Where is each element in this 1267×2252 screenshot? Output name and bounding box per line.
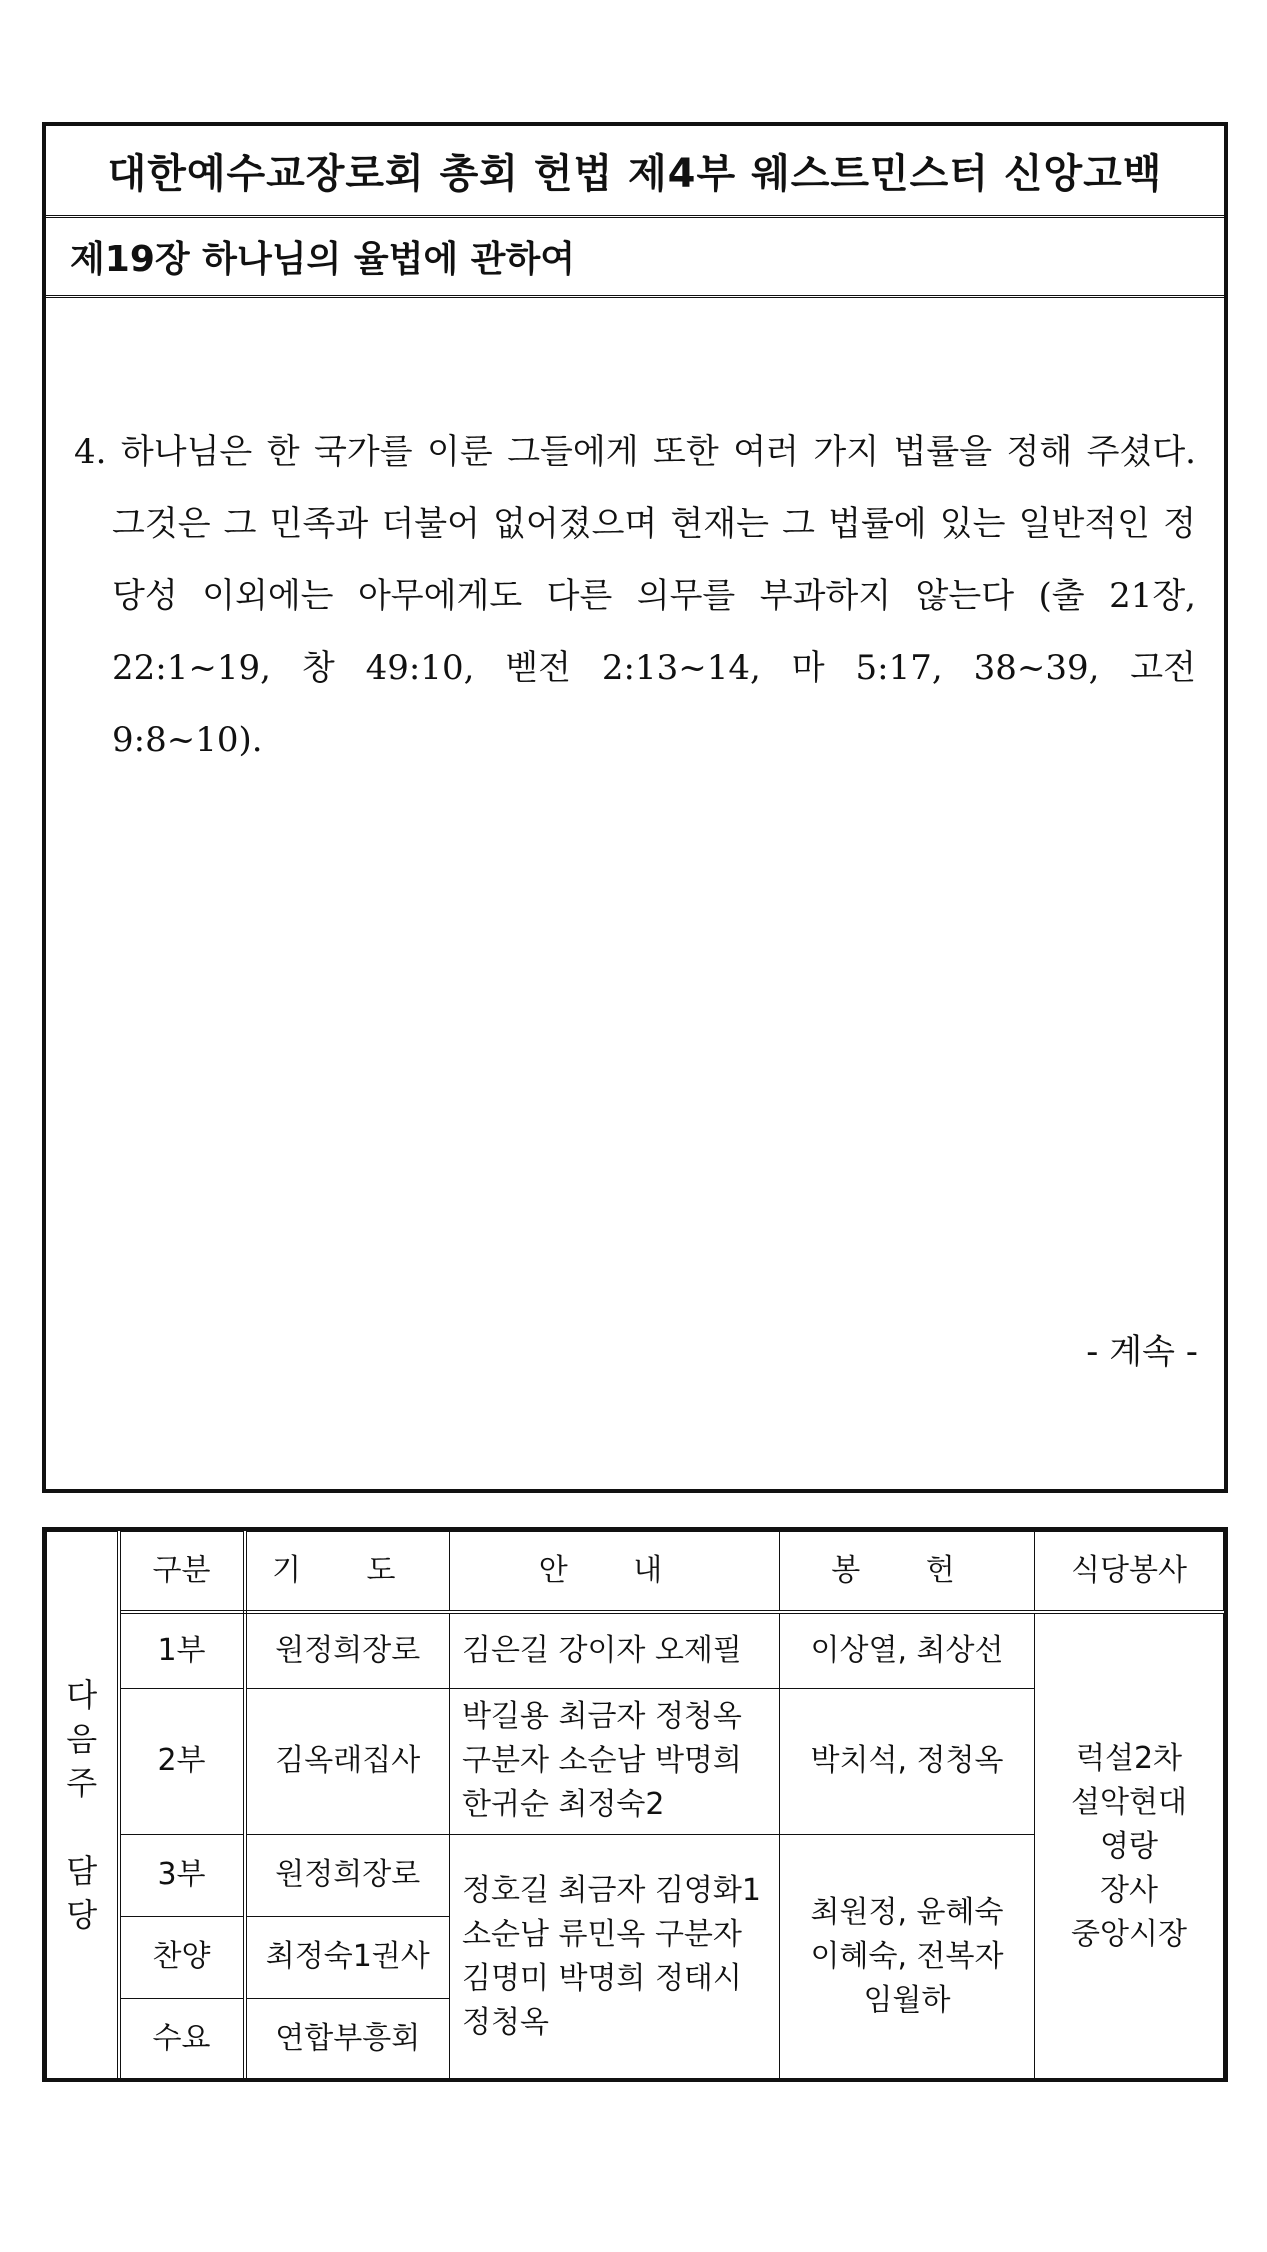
section-cell: 2부 <box>119 1688 245 1834</box>
offering-cell: 이상열, 최상선 <box>780 1612 1035 1688</box>
prayer-cell: 김옥래집사 <box>245 1688 450 1834</box>
section-cell: 1부 <box>119 1612 245 1688</box>
guide-cell: 박길용 최금자 정청옥 구분자 소순남 박명희 한귀순 최정숙2 <box>450 1688 780 1834</box>
section-cell: 수요 <box>119 1998 245 2080</box>
guide-cell: 정호길 최금자 김영화1 소순남 류민옥 구분자 김명미 박명희 정태시 정청옥 <box>450 1834 780 2080</box>
header-guide: 안 내 <box>450 1532 780 1613</box>
prayer-cell: 원정희장로 <box>245 1612 450 1688</box>
prayer-cell: 최정숙1권사 <box>245 1916 450 1998</box>
chapter-heading: 제19장 하나님의 율법에 관하여 <box>46 218 1224 298</box>
paragraph-4: 4. 하나님은 한 국가를 이룬 그들에게 또한 여러 가지 법률을 정해 주셨다. 그것은 그 민족과 더불어 없어졌으며 현재는 그 법률에 있는 일반적인 정당성 이외에는 아무에게도 다른 의무를 부과하지 않는다 (출 21장, 22:1~19, 창 49:10, 벧전 2:13~14, 마 5:17, 38~39, 고전 9:8~10). <box>74 432 1196 760</box>
kitchen-cell: 럭설2차 설악현대 영랑 장사 중앙시장 <box>1035 1612 1224 2080</box>
section-cell: 3부 <box>119 1834 245 1916</box>
table-row <box>47 1612 1224 1688</box>
prayer-cell: 원정희장로 <box>245 1834 450 1916</box>
header-kitchen: 식당봉사 <box>1035 1532 1224 1613</box>
section-cell: 찬양 <box>119 1916 245 1998</box>
side-label: 다 음 주 담 당 <box>47 1532 119 2081</box>
prayer-cell: 연합부흥회 <box>245 1998 450 2080</box>
offering-cell: 박치석, 정청옥 <box>780 1688 1035 1834</box>
document-body <box>74 416 1196 776</box>
document-frame <box>42 122 1228 1493</box>
document-title: 대한예수교장로회 총회 헌법 제4부 웨스트민스터 신앙고백 <box>46 126 1224 218</box>
guide-cell: 김은길 강이자 오제필 <box>450 1612 780 1688</box>
header-prayer: 기 도 <box>245 1532 450 1613</box>
offering-cell: 최원정, 윤혜숙 이혜숙, 전복자 임월하 <box>780 1834 1035 2080</box>
header-section: 구분 <box>119 1532 245 1613</box>
header-offering: 봉 헌 <box>780 1532 1035 1613</box>
table-header-row <box>47 1532 1224 1613</box>
duty-table <box>42 1527 1228 2082</box>
continued-note: - 계속 - <box>1086 1332 1198 1372</box>
